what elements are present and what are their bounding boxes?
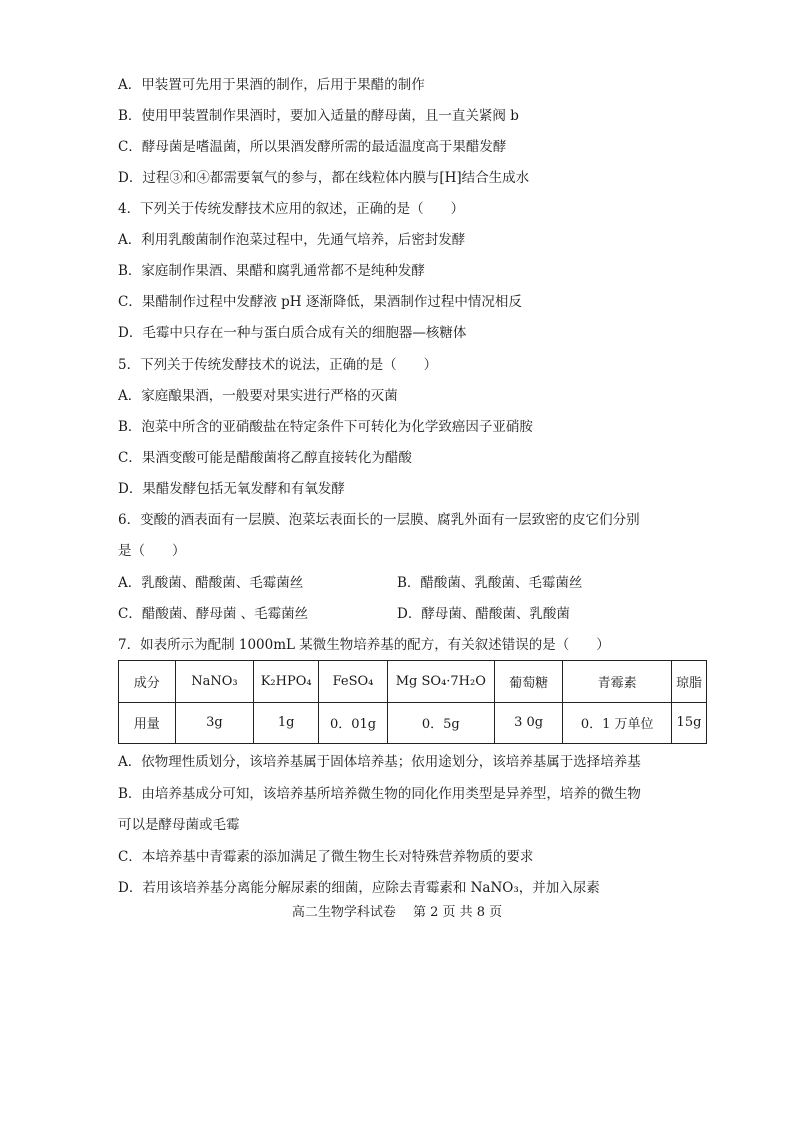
table-header-cell: 成分 (119, 661, 176, 703)
q3-option-d: D．过程③和④都需要氧气的参与，都在线粒体内膜与[H]结合生成水 (118, 170, 530, 186)
table-header-cell: 葡萄糖 (494, 661, 563, 703)
table-header-cell: 青霉素 (563, 661, 672, 703)
table-header-cell: 琼脂 (671, 661, 706, 703)
table-cell: 0．01g (319, 702, 388, 744)
q4-option-d: D．毛霉中只存在一种与蛋白质合成有关的细胞器—核糖体 (118, 325, 467, 341)
q7-stem: 7．如表所示为配制 1000mL 某微生物培养基的配方，有关叙述错误的是（ ） (118, 637, 610, 653)
q7-option-b: B．由培养基成分可知，该培养基所培养微生物的同化作用类型是异养型，培养的微生物 (118, 786, 641, 802)
q4-option-b: B．家庭制作果酒、果醋和腐乳通常都不是纯种发酵 (118, 263, 425, 279)
table-cell: 1g (254, 702, 319, 744)
q5-option-b: B．泡菜中所含的亚硝酸盐在特定条件下可转化为化学致癌因子亚硝胺 (118, 419, 533, 435)
q6-option-d: D．酵母菌、醋酸菌、乳酸菌 (397, 606, 570, 622)
q7-option-d: D．若用该培养基分离能分解尿素的细菌，应除去青霉素和 NaNO₃，并加入尿素 (118, 880, 600, 896)
q6-option-b: B．醋酸菌、乳酸菌、毛霉菌丝 (397, 575, 583, 591)
q4-stem: 4．下列关于传统发酵技术应用的叙述，正确的是（ ） (118, 201, 465, 217)
q6-stem-cont: 是（ ） (118, 543, 186, 559)
table-row (119, 661, 707, 703)
q6-option-c: C．醋酸菌、酵母菌 、毛霉菌丝 (118, 606, 309, 622)
table-cell: 15g (671, 702, 706, 744)
table-cell: 0．1 万单位 (563, 702, 672, 744)
q5-stem: 5．下列关于传统发酵技术的说法，正确的是（ ） (118, 357, 438, 373)
table-cell: 3g (175, 702, 254, 744)
q5-option-c: C．果酒变酸可能是醋酸菌将乙醇直接转化为醋酸 (118, 450, 412, 466)
culture-medium-table (118, 660, 707, 744)
table-row (119, 702, 707, 744)
table-cell: 0．5g (387, 702, 494, 744)
q3-option-c: C．酵母菌是嗜温菌，所以果酒发酵所需的最适温度高于果醋发酵 (118, 139, 507, 155)
q4-option-a: A．利用乳酸菌制作泡菜过程中，先通气培养，后密封发酵 (118, 232, 466, 248)
q7-option-a: A．依物理性质划分，该培养基属于固体培养基；依用途划分，该培养基属于选择培养基 (118, 754, 641, 770)
q7-option-c: C．本培养基中青霉素的添加满足了微生物生长对特殊营养物质的要求 (118, 849, 534, 865)
q6-option-a: A．乳酸菌、醋酸菌、毛霉菌丝 (118, 575, 304, 591)
page-footer: 高二生物学科试卷 第 2 页 共 8 页 (291, 905, 503, 920)
q3-option-b: B．使用甲装置制作果酒时，要加入适量的酵母菌，且一直关紧阀 b (118, 108, 519, 124)
q5-option-d: D．果醋发酵包括无氧发酵和有氧发酵 (118, 481, 345, 497)
table-cell: 3 0g (494, 702, 563, 744)
q5-option-a: A．家庭酿果酒，一般要对果实进行严格的灭菌 (118, 388, 398, 404)
table-cell: 用量 (119, 702, 176, 744)
q6-stem: 6．变酸的酒表面有一层膜、泡菜坛表面长的一层膜、腐乳外面有一层致密的皮它们分别 (118, 512, 640, 528)
q4-option-c: C．果醋制作过程中发酵液 pH 逐渐降低，果酒制作过程中情况相反 (118, 294, 522, 310)
q3-option-a: A．甲装置可先用于果酒的制作，后用于果醋的制作 (118, 77, 425, 93)
table-header-cell: Mg SO₄·7H₂O (387, 661, 494, 703)
table-header-cell: NaNO₃ (175, 661, 254, 703)
table-header-cell: FeSO₄ (319, 661, 388, 703)
table-header-cell: K₂HPO₄ (254, 661, 319, 703)
q7-option-b-cont: 可以是酵母菌或毛霉 (118, 817, 240, 833)
